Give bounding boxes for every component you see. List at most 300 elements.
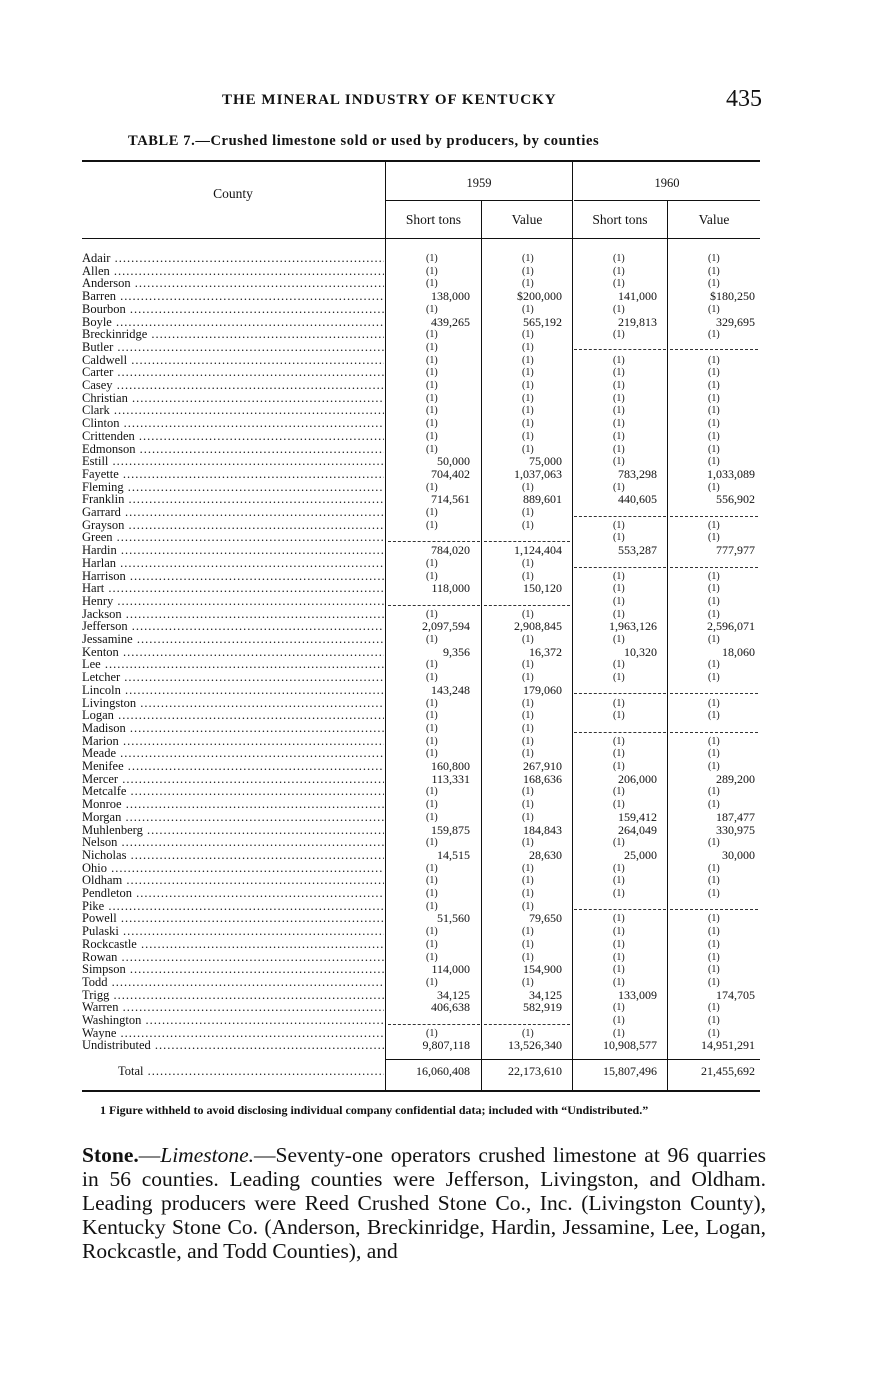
table-bottom-rule xyxy=(82,1090,760,1092)
cell-value-1960: (1) xyxy=(708,520,720,531)
cell-short-tons-1960: (1) xyxy=(613,837,625,848)
group-separator xyxy=(574,349,666,350)
total-label xyxy=(118,1064,384,1078)
cell-value-1960: (1) xyxy=(708,926,720,937)
cell-short-tons-1960: 159,412 xyxy=(618,810,657,824)
cell-short-tons-1960: 264,049 xyxy=(618,823,657,837)
cell-short-tons-1960: (1) xyxy=(613,367,625,378)
county-name-text: Undistributed xyxy=(82,1039,151,1052)
cell-value-1960: (1) xyxy=(708,571,720,582)
cell-short-tons-1959: (1) xyxy=(426,355,438,366)
short-tons-header-1959: Short tons xyxy=(405,212,462,227)
cell-short-tons-1959: (1) xyxy=(426,304,438,315)
county-name xyxy=(82,938,384,951)
cell-value-1959: (1) xyxy=(522,939,534,950)
cell-value-1959: 154,900 xyxy=(523,962,562,976)
county-name-text: Fayette xyxy=(82,468,119,481)
county-name-text: Kenton xyxy=(82,646,119,659)
county-name-text: Barren xyxy=(82,290,117,303)
cell-value-1960: (1) xyxy=(708,786,720,797)
cell-short-tons-1959: (1) xyxy=(426,520,438,531)
cell-value-1960: (1) xyxy=(708,405,720,416)
cell-value-1959: (1) xyxy=(522,812,534,823)
cell-value-1959: (1) xyxy=(522,888,534,899)
cell-short-tons-1960: (1) xyxy=(613,532,625,543)
cell-value-1959: (1) xyxy=(522,952,534,963)
total-short-tons-1960: 15,807,496 xyxy=(603,1064,657,1078)
county-name xyxy=(82,684,384,697)
cell-value-1960: (1) xyxy=(708,1015,720,1026)
county-name xyxy=(82,811,384,824)
cell-short-tons-1960: 10,908,577 xyxy=(603,1038,657,1052)
cell-value-1960: (1) xyxy=(708,799,720,810)
county-name-text: Simpson xyxy=(82,963,126,976)
cell-short-tons-1960: (1) xyxy=(613,380,625,391)
cell-short-tons-1960: (1) xyxy=(613,444,625,455)
cell-value-1960: (1) xyxy=(708,482,720,493)
cell-value-1960: (1) xyxy=(708,253,720,264)
group-separator xyxy=(670,516,758,517)
cell-value-1959: (1) xyxy=(522,405,534,416)
county-name xyxy=(82,531,384,544)
county-name-text: Livingston xyxy=(82,697,137,710)
county-name-text: Pulaski xyxy=(82,925,119,938)
county-name xyxy=(82,303,384,316)
county-name-text: Clark xyxy=(82,404,110,417)
county-name-text: Rockcastle xyxy=(82,938,137,951)
group-separator xyxy=(574,732,666,733)
county-name-text: Wayne xyxy=(82,1027,117,1040)
group-separator xyxy=(484,541,570,542)
cell-short-tons-1959: (1) xyxy=(426,812,438,823)
county-name-text: Boyle xyxy=(82,316,112,329)
cell-short-tons-1959: 143,248 xyxy=(431,683,470,697)
county-name xyxy=(82,595,384,608)
cell-short-tons-1959: 159,875 xyxy=(431,823,470,837)
cell-short-tons-1960: 219,813 xyxy=(618,315,657,329)
cell-value-1959: (1) xyxy=(522,380,534,391)
county-name xyxy=(82,912,384,925)
county-name xyxy=(82,976,384,989)
cell-value-1959: (1) xyxy=(522,710,534,721)
cell-value-1959: 34,125 xyxy=(529,988,562,1002)
county-name xyxy=(82,747,384,760)
cell-value-1959: (1) xyxy=(522,558,534,569)
cell-short-tons-1960: (1) xyxy=(613,939,625,950)
county-column-header: County xyxy=(213,186,253,201)
cell-value-1960: (1) xyxy=(708,266,720,277)
county-name xyxy=(82,582,384,595)
county-name-text: Marion xyxy=(82,735,119,748)
cell-value-1959: 150,120 xyxy=(523,581,562,595)
cell-short-tons-1959: 9,807,118 xyxy=(422,1038,470,1052)
county-name-text: Trigg xyxy=(82,989,110,1002)
cell-short-tons-1959: (1) xyxy=(426,558,438,569)
cell-short-tons-1959: (1) xyxy=(426,482,438,493)
cell-value-1960: 289,200 xyxy=(716,772,755,786)
cell-short-tons-1959: (1) xyxy=(426,786,438,797)
county-name-text: Breckinridge xyxy=(82,328,148,341)
county-name xyxy=(82,658,384,671)
group-separator xyxy=(388,541,480,542)
cell-short-tons-1960: (1) xyxy=(613,1002,625,1013)
cell-short-tons-1960: (1) xyxy=(613,266,625,277)
cell-value-1959: 184,843 xyxy=(523,823,562,837)
total-value-1959: 22,173,610 xyxy=(508,1064,562,1078)
cell-value-1959: (1) xyxy=(522,837,534,848)
cell-short-tons-1959: (1) xyxy=(426,444,438,455)
county-name xyxy=(82,925,384,938)
year-header-1960: 1960 xyxy=(654,176,680,190)
total-short-tons-1959: 16,060,408 xyxy=(416,1064,470,1078)
county-name-text: Fleming xyxy=(82,481,124,494)
group-separator xyxy=(670,349,758,350)
cell-value-1960: (1) xyxy=(708,329,720,340)
cell-value-1960: (1) xyxy=(708,748,720,759)
cell-value-1959: 1,037,063 xyxy=(514,467,562,481)
cell-short-tons-1960: (1) xyxy=(613,596,625,607)
cell-value-1960: (1) xyxy=(708,1002,720,1013)
cell-short-tons-1960: (1) xyxy=(613,952,625,963)
county-name-text: Ohio xyxy=(82,862,107,875)
cell-value-1959: $200,000 xyxy=(517,289,562,303)
value-header-1959: Value xyxy=(511,212,543,227)
cell-value-1960: 174,705 xyxy=(716,988,755,1002)
county-name xyxy=(82,341,384,354)
cell-value-1960: (1) xyxy=(708,393,720,404)
group-separator xyxy=(574,693,666,694)
cell-short-tons-1959: (1) xyxy=(426,837,438,848)
county-name-text: Hardin xyxy=(82,544,117,557)
cell-short-tons-1960: (1) xyxy=(613,748,625,759)
header-bottom-rule xyxy=(82,238,760,239)
county-name-text: Harlan xyxy=(82,557,117,570)
county-name xyxy=(82,290,384,303)
county-name-text: Morgan xyxy=(82,811,122,824)
table-caption: TABLE 7.—Crushed limestone sold or used by producers, by counties xyxy=(128,133,600,149)
county-name-text: Pike xyxy=(82,900,105,913)
cell-value-1959: (1) xyxy=(522,875,534,886)
cell-value-1959: 75,000 xyxy=(529,454,562,468)
cell-value-1959: (1) xyxy=(522,482,534,493)
county-name xyxy=(82,887,384,900)
running-header xyxy=(82,88,762,116)
county-name-text: Todd xyxy=(82,976,108,989)
cell-value-1959: (1) xyxy=(522,723,534,734)
county-name-text: Metcalfe xyxy=(82,785,127,798)
cell-short-tons-1959: (1) xyxy=(426,952,438,963)
group-separator xyxy=(388,605,480,606)
county-name xyxy=(82,252,384,265)
page-number: 435 xyxy=(726,86,762,112)
cell-value-1960: (1) xyxy=(708,939,720,950)
cell-value-1960: (1) xyxy=(708,672,720,683)
cell-short-tons-1959: 714,561 xyxy=(431,492,470,506)
cell-short-tons-1959: (1) xyxy=(426,609,438,620)
county-name xyxy=(82,328,384,341)
county-name-text: Nicholas xyxy=(82,849,127,862)
cell-value-1959: (1) xyxy=(522,659,534,670)
cell-value-1959: 16,372 xyxy=(529,645,562,659)
cell-value-1960: (1) xyxy=(708,698,720,709)
cell-short-tons-1960: (1) xyxy=(613,977,625,988)
short-tons-header-1960: Short tons xyxy=(592,212,648,227)
cell-value-1960: 18,060 xyxy=(722,645,755,659)
county-name xyxy=(82,963,384,976)
county-name xyxy=(82,430,384,443)
cell-short-tons-1960: (1) xyxy=(613,875,625,886)
cell-value-1960: 14,951,291 xyxy=(701,1038,755,1052)
cell-value-1960: 330,975 xyxy=(716,823,755,837)
col-divider xyxy=(667,200,668,1090)
cell-short-tons-1959: (1) xyxy=(426,875,438,886)
cell-value-1960: 187,477 xyxy=(716,810,755,824)
county-name-text: Estill xyxy=(82,455,109,468)
county-name xyxy=(82,557,384,570)
cell-value-1960: (1) xyxy=(708,418,720,429)
cell-value-1959: 79,650 xyxy=(529,911,562,925)
cell-value-1959: 267,910 xyxy=(523,759,562,773)
county-name-text: Clinton xyxy=(82,417,120,430)
group-separator xyxy=(574,516,666,517)
county-name-text: Crittenden xyxy=(82,430,135,443)
cell-short-tons-1960: (1) xyxy=(613,761,625,772)
group-separator xyxy=(670,693,758,694)
cell-short-tons-1960: (1) xyxy=(613,634,625,645)
cell-short-tons-1959: 14,515 xyxy=(437,848,470,862)
county-name-text: Letcher xyxy=(82,671,121,684)
cell-short-tons-1960: (1) xyxy=(613,736,625,747)
cell-short-tons-1959: (1) xyxy=(426,710,438,721)
cell-value-1959: 889,601 xyxy=(523,492,562,506)
county-name-text: Green xyxy=(82,531,113,544)
group-separator xyxy=(670,732,758,733)
county-name-text: Anderson xyxy=(82,277,131,290)
cell-value-1959: (1) xyxy=(522,977,534,988)
county-name-text: Carter xyxy=(82,366,114,379)
county-name xyxy=(82,404,384,417)
cell-short-tons-1959: (1) xyxy=(426,507,438,518)
cell-value-1959: (1) xyxy=(522,748,534,759)
cell-short-tons-1959: (1) xyxy=(426,748,438,759)
county-name-text: Franklin xyxy=(82,493,125,506)
county-name xyxy=(82,1001,384,1014)
cell-value-1960: (1) xyxy=(708,837,720,848)
cell-value-1959: (1) xyxy=(522,342,534,353)
cell-value-1959: 179,060 xyxy=(523,683,562,697)
county-name xyxy=(82,366,384,379)
cell-value-1959: 2,908,845 xyxy=(514,619,562,633)
cell-value-1959: (1) xyxy=(522,786,534,797)
cell-value-1960: $180,250 xyxy=(710,289,755,303)
cell-value-1960: 556,902 xyxy=(716,492,755,506)
cell-value-1960: (1) xyxy=(708,304,720,315)
cell-short-tons-1959: 113,331 xyxy=(431,772,470,786)
cell-value-1960: (1) xyxy=(708,456,720,467)
county-name xyxy=(82,1014,384,1027)
cell-short-tons-1960: (1) xyxy=(613,431,625,442)
cell-short-tons-1960: (1) xyxy=(613,888,625,899)
county-name-text: Edmonson xyxy=(82,443,136,456)
cell-short-tons-1960: (1) xyxy=(613,926,625,937)
cell-value-1959: 565,192 xyxy=(523,315,562,329)
cell-short-tons-1960: (1) xyxy=(613,659,625,670)
cell-short-tons-1959: 439,265 xyxy=(431,315,470,329)
cell-value-1959: (1) xyxy=(522,253,534,264)
county-name xyxy=(82,506,384,519)
county-name xyxy=(82,417,384,430)
cell-value-1960: (1) xyxy=(708,355,720,366)
county-name-text: Jackson xyxy=(82,608,122,621)
cell-value-1959: (1) xyxy=(522,418,534,429)
cell-value-1960: (1) xyxy=(708,863,720,874)
county-name-text: Monroe xyxy=(82,798,122,811)
county-name xyxy=(82,849,384,862)
total-value-1960: 21,455,692 xyxy=(701,1064,755,1078)
county-name-text: Logan xyxy=(82,709,114,722)
cell-short-tons-1960: 141,000 xyxy=(618,289,657,303)
cell-value-1959: (1) xyxy=(522,329,534,340)
county-name xyxy=(82,277,384,290)
county-name xyxy=(82,836,384,849)
cell-short-tons-1959: (1) xyxy=(426,926,438,937)
cell-value-1960: (1) xyxy=(708,964,720,975)
cell-short-tons-1960: (1) xyxy=(613,253,625,264)
county-name xyxy=(82,760,384,773)
county-name-text: Nelson xyxy=(82,836,118,849)
cell-short-tons-1959: 138,000 xyxy=(431,289,470,303)
cell-value-1960: (1) xyxy=(708,952,720,963)
cell-short-tons-1959: 406,638 xyxy=(431,1000,470,1014)
county-name-text: Grayson xyxy=(82,519,125,532)
cell-short-tons-1960: (1) xyxy=(613,1015,625,1026)
cell-value-1959: (1) xyxy=(522,367,534,378)
cell-value-1959: (1) xyxy=(522,278,534,289)
cell-value-1959: (1) xyxy=(522,1028,534,1039)
group-separator xyxy=(670,567,758,568)
cell-short-tons-1959: 51,560 xyxy=(437,911,470,925)
county-name-text: Lincoln xyxy=(82,684,121,697)
county-name-text: Meade xyxy=(82,747,117,760)
county-name-text: Pendleton xyxy=(82,887,132,900)
cell-short-tons-1959: (1) xyxy=(426,342,438,353)
county-name-text: Lee xyxy=(82,658,101,671)
county-name xyxy=(82,544,384,557)
cell-short-tons-1959: 160,800 xyxy=(431,759,470,773)
cell-short-tons-1959: (1) xyxy=(426,571,438,582)
year-header-1959: 1959 xyxy=(466,176,492,190)
county-name xyxy=(82,798,384,811)
county-name-text: Bourbon xyxy=(82,303,126,316)
county-name xyxy=(82,671,384,684)
cell-value-1960: (1) xyxy=(708,888,720,899)
cell-short-tons-1960: (1) xyxy=(613,571,625,582)
cell-short-tons-1959: (1) xyxy=(426,698,438,709)
cell-value-1960: (1) xyxy=(708,977,720,988)
cell-value-1959: 168,636 xyxy=(523,772,562,786)
cell-value-1959: (1) xyxy=(522,863,534,874)
cell-short-tons-1960: (1) xyxy=(613,355,625,366)
cell-value-1960: (1) xyxy=(708,710,720,721)
cell-short-tons-1960: (1) xyxy=(613,405,625,416)
paragraph-text: Seventy-one operators crushed limestone at 96 quarries in 56 counties. Leading counties were Jefferson, Livingston, and Oldham. Leading producers were Reed Crushed Stone Co., Inc. (Livingston County), Kentucky Stone Co. (Anderson, Breckinridge, Hardin, Jessamine, Lee, Logan, Rockcastle, and Todd Counties), and xyxy=(82,1143,766,1263)
county-name-text: Jessamine xyxy=(82,633,133,646)
cell-value-1959: (1) xyxy=(522,355,534,366)
cell-short-tons-1959: 114,000 xyxy=(431,962,470,976)
cell-value-1960: 329,695 xyxy=(716,315,755,329)
county-name xyxy=(82,455,384,468)
cell-value-1960: 30,000 xyxy=(722,848,755,862)
cell-value-1959: 1,124,404 xyxy=(514,543,562,557)
cell-value-1959: (1) xyxy=(522,672,534,683)
cell-short-tons-1959: (1) xyxy=(426,736,438,747)
county-name-text: Madison xyxy=(82,722,126,735)
cell-short-tons-1960: 25,000 xyxy=(624,848,657,862)
cell-value-1960: (1) xyxy=(708,367,720,378)
cell-short-tons-1959: (1) xyxy=(426,977,438,988)
county-name xyxy=(82,874,384,887)
county-name-text: Harrison xyxy=(82,570,126,583)
cell-short-tons-1960: 783,298 xyxy=(618,467,657,481)
county-name-text: Rowan xyxy=(82,951,118,964)
county-name-text: Henry xyxy=(82,595,114,608)
county-name-text: Caldwell xyxy=(82,354,128,367)
cell-value-1959: (1) xyxy=(522,507,534,518)
cell-short-tons-1960: (1) xyxy=(613,278,625,289)
cell-short-tons-1960: (1) xyxy=(613,672,625,683)
cell-short-tons-1960: (1) xyxy=(613,329,625,340)
cell-value-1960: (1) xyxy=(708,278,720,289)
county-name xyxy=(82,379,384,392)
cell-value-1959: (1) xyxy=(522,736,534,747)
paragraph-lead: Stone. xyxy=(82,1143,139,1167)
cell-short-tons-1960: (1) xyxy=(613,799,625,810)
cell-value-1960: (1) xyxy=(708,634,720,645)
cell-short-tons-1960: (1) xyxy=(613,482,625,493)
cell-short-tons-1959: (1) xyxy=(426,380,438,391)
cell-value-1960: (1) xyxy=(708,380,720,391)
group-separator xyxy=(574,909,666,910)
cell-value-1959: (1) xyxy=(522,431,534,442)
cell-value-1960: (1) xyxy=(708,913,720,924)
cell-short-tons-1959: (1) xyxy=(426,659,438,670)
county-name-text: Muhlenberg xyxy=(82,824,143,837)
cell-short-tons-1959: (1) xyxy=(426,405,438,416)
cell-short-tons-1959: 9,356 xyxy=(443,645,470,659)
cell-short-tons-1959: (1) xyxy=(426,431,438,442)
paragraph-subhead: Limestone. xyxy=(160,1143,255,1167)
group-separator xyxy=(484,605,570,606)
cell-value-1959: 28,630 xyxy=(529,848,562,862)
cell-short-tons-1959: (1) xyxy=(426,634,438,645)
county-name xyxy=(82,620,384,633)
cell-value-1959: (1) xyxy=(522,901,534,912)
value-header-1960: Value xyxy=(698,212,730,227)
cell-value-1960: (1) xyxy=(708,583,720,594)
cell-value-1960: (1) xyxy=(708,736,720,747)
cell-short-tons-1960: (1) xyxy=(613,964,625,975)
cell-short-tons-1960: (1) xyxy=(613,583,625,594)
cell-short-tons-1959: (1) xyxy=(426,1028,438,1039)
cell-short-tons-1960: (1) xyxy=(613,393,625,404)
cell-short-tons-1960: (1) xyxy=(613,520,625,531)
county-name xyxy=(82,785,384,798)
cell-short-tons-1959: 2,097,594 xyxy=(422,619,470,633)
cell-short-tons-1959: (1) xyxy=(426,266,438,277)
group-separator xyxy=(574,567,666,568)
cell-short-tons-1959: (1) xyxy=(426,672,438,683)
cell-value-1960: (1) xyxy=(708,1028,720,1039)
